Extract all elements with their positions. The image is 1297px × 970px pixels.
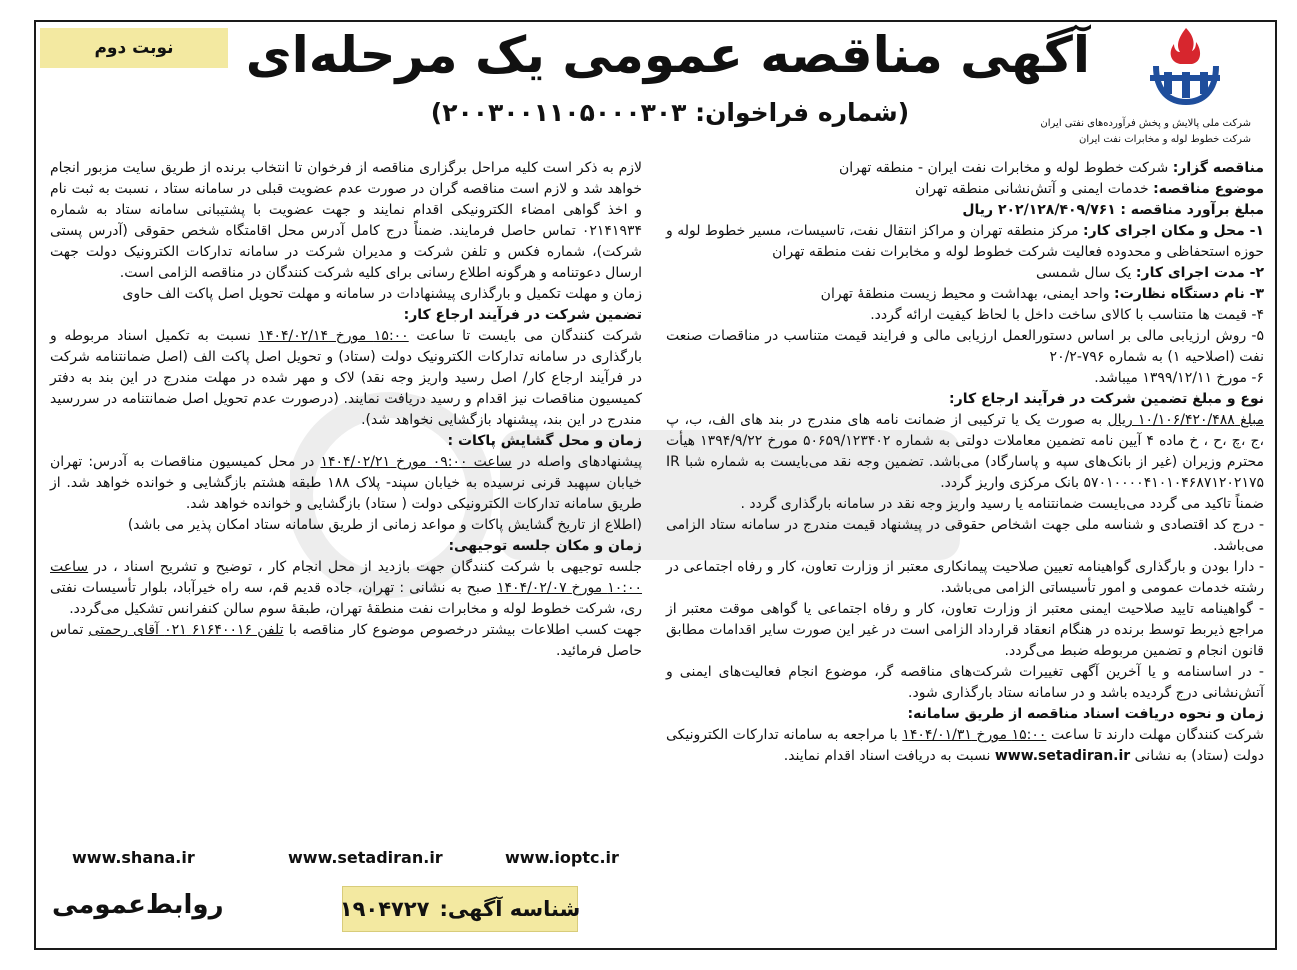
setadiran-footer-link[interactable]: www.setadiran.ir bbox=[288, 848, 443, 867]
opening-heading: زمان و محل گشایش پاکات : bbox=[447, 433, 642, 449]
briefing-paragraph: جلسه توجیهی با شرکت کنندگان جهت بازدید از محل انجام کار ، توضیح و تشریح اسناد ، در ساعت ۱۰:۰۰ مورخ ۱۴۰۴/۰۲/۰۷ صبح به نشانی : تهران، جاده قدیم قم، سه راه خیرآباد، بلوار تأسیسات نفتی ری، شرکت خطوط لوله و مخابرات نفت منطقهٔ تهران، طبقهٔ سوم سالن کنفرانس تشکیل می‌گردد. bbox=[50, 559, 643, 617]
right-column bbox=[666, 158, 1264, 767]
ad-id-value: ۱۹۰۴۷۲۷ bbox=[339, 897, 430, 921]
org-name-primary: شرکت ملی پالایش و پخش فرآورده‌های نفتی ایران bbox=[1040, 118, 1251, 129]
company-logo bbox=[1120, 22, 1250, 118]
flame-icon bbox=[1171, 28, 1200, 64]
guarantee-paragraph: مبلغ ۱۰/۱۰۶/۴۲۰/۴۸۸ ریال به صورت یک یا ترکیبی از ضمانت نامه های مندرج در بند های الف، ب، پ ،ج ،چ ،ح ، خ ماده ۴ آیین نامه تضمین معاملات دولتی به شماره ۵۰۶۵۹/۱۲۳۴۰۲ مورخ ۱۳۹۴/۹/۲۲ هیأت محترم وزیران (غیر از بانک‌های سپه و پاسارگاد) می‌باشد. تضمین وجه نقد می‌بایست به شماره شبا IR ۵۷۰۱۰۰۰۰۴۱۰۱۰۴۶۸۷۱۲۰۲۱۷۵ بانک مرکزی واریز گردد. bbox=[666, 412, 1264, 491]
public-relations-signature: روابط‌عمومی bbox=[52, 890, 224, 920]
item-supervisor: ۳- نام دستگاه نظارت: واحد ایمنی، بهداشت و محیط زیست منطقهٔ تهران bbox=[820, 286, 1264, 302]
setadiran-link[interactable]: www.setadiran.ir bbox=[994, 748, 1131, 764]
pipe-icon bbox=[1150, 66, 1220, 102]
submission-heading: تضمین شرکت در فرآیند ارجاع کار: bbox=[403, 307, 642, 323]
ad-id-box bbox=[339, 886, 581, 932]
intro-deadline: زمان و مهلت تکمیل و بارگذاری پیشنهادات در سامانه و مهلت تحویل اصل پاکت الف حاوی bbox=[122, 286, 642, 302]
ad-id-label: شناسه آگهی: bbox=[439, 897, 581, 921]
round-badge-text: نوبت دوم bbox=[94, 38, 174, 58]
requirement-safety-cert: - گواهینامه تایید صلاحیت ایمنی معتبر از وزارت تعاون، کار و رفاه اجتماعی یا گواهی موقت معتبر از مراجع ذیربط توسط برنده در هنگام انعقاد قرارداد الزامی است در غیر این صورت سایر اقدامات مطابق قانون انجام و تضمین مربوطه ضبط می‌گردد. bbox=[666, 601, 1264, 659]
item-duration: ۲- مدت اجرای کار: یک سال شمسی bbox=[1035, 265, 1264, 281]
briefing-heading: زمان و مکان جلسه توجیهی: bbox=[448, 538, 642, 554]
left-column bbox=[50, 158, 642, 662]
call-number: (شماره فراخوان: ۲۰۰۳۰۰۱۱۰۵۰۰۰۳۰۳) bbox=[430, 98, 910, 127]
guarantee-note: ضمناً تاکید می گردد می‌بایست ضمانتنامه یا رسید واریز وجه نقد در سامانه بارگذاری گردد . bbox=[740, 496, 1264, 512]
requirement-articles: - در اساسنامه و یا آخرین آگهی تغییرات شرکت‌های مناقصه گر، موضوع انجام فعالیت‌های ایمنی و آتش‌نشانی درج گردیده باشد و در سامانه ستاد بارگذاری شود. bbox=[666, 664, 1264, 701]
docs-heading: زمان و نحوه دریافت اسناد مناقصه از طریق سامانه: bbox=[907, 706, 1264, 722]
item-date: ۶- مورخ ۱۳۹۹/۱۲/۱۱ میباشد. bbox=[1094, 370, 1264, 386]
item-location: ۱- محل و مکان اجرای کار: مرکز منطقه تهران و مراکز انتقال نفت، تاسیسات، مسیر خطوط لوله و حوزه استحفاظی و محدوده فعالیت شرکت خطوط لوله و مخابرات نفت منطقه تهران bbox=[666, 223, 1264, 260]
tender-subject: موضوع مناقصه: خدمات ایمنی و آتش‌نشانی منطقه تهران bbox=[915, 181, 1264, 197]
ad-title: آگهی مناقصه عمومی یک مرحله‌ای bbox=[245, 26, 1090, 84]
org-name-secondary: شرکت خطوط لوله و مخابرات نفت ایران bbox=[1078, 134, 1251, 145]
item-prices: ۴- قیمت ها متناسب با کالای ساخت داخل با لحاظ کیفیت ارائه گردد. bbox=[870, 307, 1264, 323]
item-evaluation: ۵- روش ارزیابی مالی بر اساس دستورالعمل ارزیابی مالی و فرایند قیمت متناسب در مناقصات صنعت نفت (اصلاحیه ۱) به شماره ۷۹۶-۲۰/۲ bbox=[666, 328, 1264, 365]
opening-paragraph: پیشنهادهای واصله در ساعت ۰۹:۰۰ مورخ ۱۴۰۴/۰۲/۲۱ در محل کمیسیون مناقصات به آدرس: تهران خیابان سپهبد قرنی نرسیده به خیابان سپند- پلاک ۱۸۸ طبقه هشتم بازگشایی و خوانده خواهد شد. از طریق سامانه تدارکات الکترونیکی دولت ( ستاد) بازگشایی و خوانده خواهد شد. bbox=[50, 454, 643, 512]
shana-link[interactable]: www.shana.ir bbox=[72, 848, 195, 867]
round-badge bbox=[40, 28, 228, 68]
tender-holder: مناقصه گزار: شرکت خطوط لوله و مخابرات نفت ایران - منطقه تهران bbox=[839, 160, 1264, 176]
submission-paragraph: شرکت کنندگان می بایست تا ساعت ۱۵:۰۰ مورخ ۱۴۰۴/۰۲/۱۴ نسبت به تکمیل اسناد مربوطه و بارگذاری در سامانه تدارکات الکترونیک دولت (ستاد) و تحویل اصل پاکت الف (اصل ضمانتنامه شرکت در فرآیند ارجاع کار/ اصل رسید واریز وجه نقد) لاک و مهر شده در مهلت مندرج در این بند به دفتر کمیسیون مناقصات نیز اقدام و رسید دریافت نمایند. (درصورت عدم تحویل اصل ضمانتنامه در سررسید مندرج در این بند، پیشنهاد بازگشایی نخواهد شد). bbox=[50, 328, 642, 428]
guarantee-amount: مبلغ ۱۰/۱۰۶/۴۲۰/۴۸۸ ریال bbox=[1107, 412, 1264, 428]
docs-paragraph: شرکت کنندگان مهلت دارند تا ساعت ۱۵:۰۰ مورخ ۱۴۰۴/۰۱/۳۱ با مراجعه به سامانه تدارکات الکترونیکی دولت (ستاد) به نشانی www.setadiran.ir نسبت به دریافت اسناد اقدام نمایند. bbox=[666, 727, 1265, 764]
ioptc-link[interactable]: www.ioptc.ir bbox=[505, 848, 619, 867]
opening-note: (اطلاع از تاریخ گشایش پاکات و مواعد زمانی از طریق سامانه ستاد امکان پذیر می باشد) bbox=[127, 517, 642, 533]
requirement-contractor-cert: - دارا بودن و بارگذاری گواهینامه تعیین صلاحیت پیمانکاری معتبر از وزارت تعاون، کار و رفاه اجتماعی در رشته خدمات عمومی و امور تأسیساتی الزامی می‌باشد. bbox=[666, 559, 1264, 596]
intro-paragraph: لازم به ذکر است کلیه مراحل برگزاری مناقصه از فرخوان تا انتخاب برنده از طریق سایت مزبور انجام خواهد شد و لازم است مناقصه گران در صورت عدم عضویت قبلی در سامانه ستاد ، نسبت به ثبت نام و اخذ گواهی امضاء الکترونیکی اقدام نمایند و جهت عضویت با پشتیبانی سامانه ستاد به شماره ۰۲۱۴۱۹۳۴ تماس حاصل فرمایند. ضمناً درج کامل آدرس محل اقامتگاه شخص حقوقی (آدرس پستی شرکت)، شماره فکس و تلفن شرکت و مدیران شرکت در سامانه تدارکات الکترونیک دولت جهت ارسال دعوتنامه و هرگونه اطلاع رسانی برای کلیه شرکت کنندگان در مناقصه الزامی است. bbox=[50, 160, 642, 281]
requirement-economic-code: - درج کد اقتصادی و شناسه ملی جهت اشخاص حقوقی در پیشنهاد قیمت مندرج در سامانه ستاد الزامی می‌باشد. bbox=[666, 517, 1264, 554]
tender-estimate: مبلغ برآورد مناقصه : ۲۰۲/۱۲۸/۴۰۹/۷۶۱ ریال bbox=[962, 202, 1264, 218]
contact-paragraph: جهت کسب اطلاعات بیشتر درخصوص موضوع کار مناقصه با تلفن ۶۱۶۴۰۰۱۶ ۰۲۱ آقای رحمتی تماس حاصل فرمائید. bbox=[50, 622, 642, 659]
guarantee-heading: نوع و مبلغ تضمین شرکت در فرآیند ارجاع کار: bbox=[949, 391, 1264, 407]
